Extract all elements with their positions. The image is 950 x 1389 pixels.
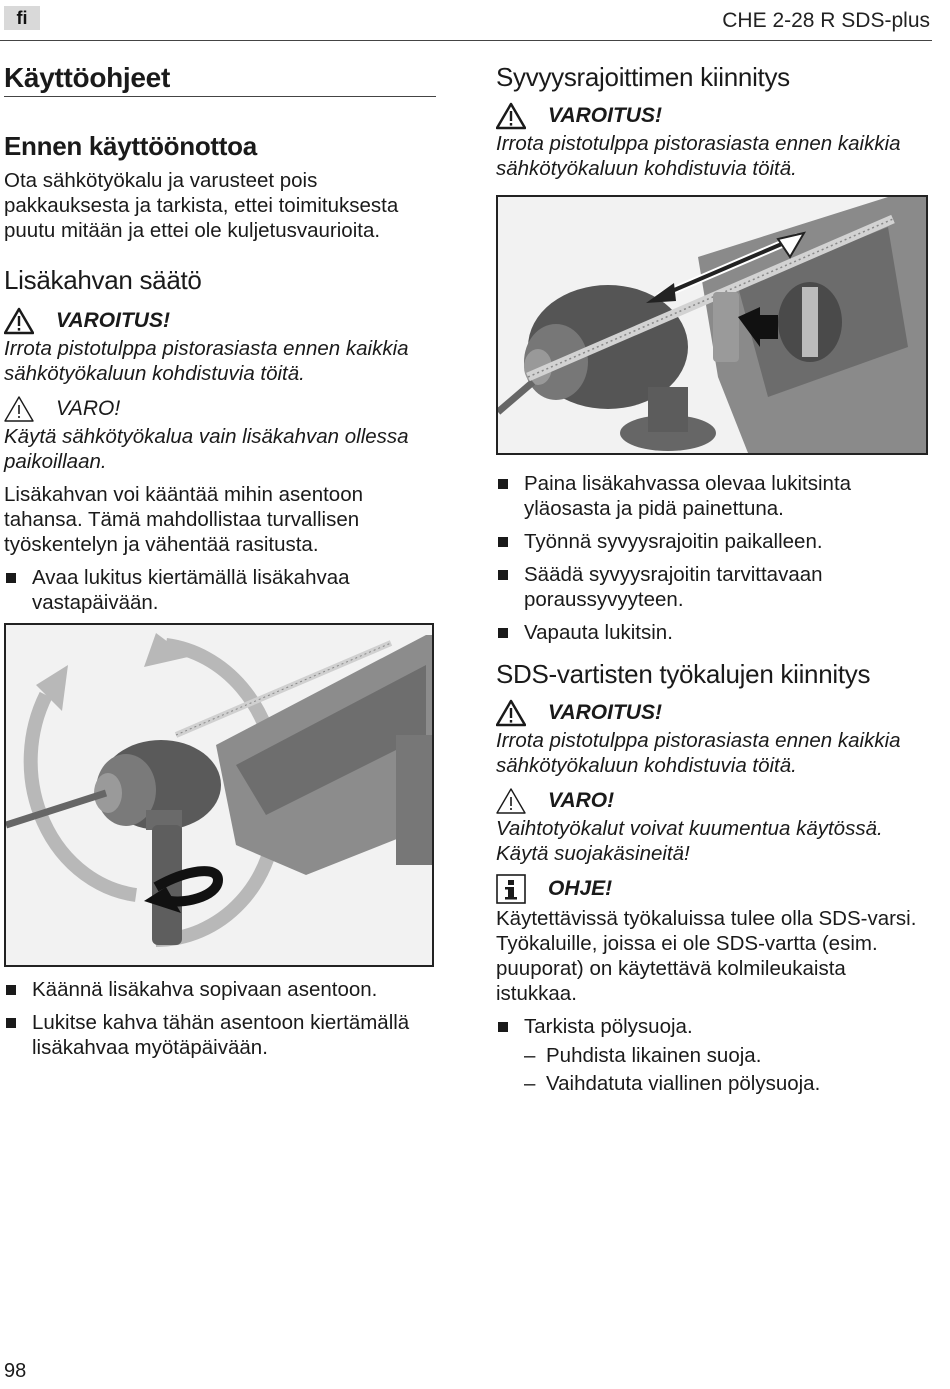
warning-triangle-icon — [496, 102, 526, 130]
list-item: Tarkista pölysuoja. — [496, 1014, 932, 1039]
caution-label: VARO! — [56, 397, 121, 420]
square-bullet-icon — [498, 537, 508, 547]
sds-bullets — [496, 1014, 932, 1039]
warning-label: VAROITUS! — [548, 701, 662, 724]
warning-triangle-icon — [496, 699, 526, 727]
depth-stop-illustration — [498, 197, 926, 453]
sds-warning-heading — [496, 698, 932, 728]
info-icon — [496, 874, 526, 904]
left-column — [4, 60, 436, 1068]
list-item: Paina lisäkahvassa olevaa lukitsinta yläosasta ja pidä painettuna. — [496, 471, 932, 521]
square-bullet-icon — [6, 573, 16, 583]
square-bullet-icon — [498, 479, 508, 489]
list-item: Säädä syvyysrajoitin tarvittavaan poraussyvyyteen. — [496, 562, 932, 612]
list-item: – Puhdista likainen suoja. — [524, 1044, 762, 1067]
language-tag: fi — [4, 6, 40, 30]
list-item: Avaa lukitus kiertämällä lisäkahvaa vastapäivään. — [4, 565, 436, 615]
square-bullet-icon — [498, 570, 508, 580]
caution-triangle-icon — [4, 395, 34, 423]
handle-caution-text: Käytä sähkötyökalua vain lisäkahvan ollessa paikoillaan. — [4, 425, 409, 473]
list-item: – Vaihdatuta viallinen pölysuoja. — [524, 1072, 821, 1095]
caution-label: VARO! — [548, 789, 615, 812]
page-number: 98 — [4, 1360, 27, 1382]
depth-warning-heading — [496, 101, 932, 131]
sds-caution-text: Vaihtotyökalut voivat kuumentua käytössä. Käytä suojakäsineitä! — [496, 817, 883, 865]
header-rule — [0, 40, 932, 41]
sds-dash-list — [496, 1043, 932, 1096]
sds-title: SDS-vartisten työkalujen kiinnitys — [496, 659, 871, 689]
handle-warning-text: Irrota pistotulppa pistorasiasta ennen kaikkia sähkötyökaluun kohdistuvia töitä. — [4, 337, 409, 385]
before-use-text: Ota sähkötyökalu ja varusteet pois pakkauksesta ja tarkista, ettei toimituksesta puutu mitään ja ettei ole kuljetusvaurioita. — [4, 169, 399, 242]
drill-handle-illustration — [6, 625, 432, 965]
list-item: Vapauta lukitsin. — [496, 620, 932, 645]
handle-figure — [4, 623, 434, 967]
warning-triangle-icon — [4, 307, 34, 335]
handle-bullets-top — [4, 565, 436, 615]
document-title: CHE 2-28 R SDS-plus — [722, 9, 930, 32]
depth-stop-title: Syvyysrajoittimen kiinnitys — [496, 62, 790, 92]
main-title: Käyttöohjeet — [4, 62, 436, 97]
sds-warning-text: Irrota pistotulppa pistorasiasta ennen kaikkia sähkötyökaluun kohdistuvia töitä. — [496, 729, 901, 777]
handle-caution-heading — [4, 394, 436, 424]
right-column — [496, 60, 932, 1099]
before-use-title: Ennen käyttöönottoa — [4, 131, 257, 161]
list-item: Lukitse kahva tähän asentoon kiertämällä lisäkahvaa myötäpäivään. — [4, 1010, 436, 1060]
list-item: Työnnä syvyysrajoitin paikalleen. — [496, 529, 932, 554]
handle-warning-heading — [4, 306, 436, 336]
caution-triangle-icon — [496, 787, 526, 815]
handle-text: Lisäkahvan voi kääntää mihin asentoon tahansa. Tämä mahdollistaa turvallisen työskentelyn ja vähentää rasitusta. — [4, 483, 363, 556]
list-item: Käännä lisäkahva sopivaan asentoon. — [4, 977, 436, 1002]
square-bullet-icon — [6, 1018, 16, 1028]
square-bullet-icon — [498, 1022, 508, 1032]
note-label: OHJE! — [548, 877, 613, 900]
sds-note-text: Käytettävissä työkaluissa tulee olla SDS-varsi. Työkaluille, joissa ei ole SDS-vartta (esim. puuporat) on käytettävä kolmileukaista istukkaa. — [496, 907, 917, 1005]
depth-stop-bullets — [496, 471, 932, 645]
sds-caution-heading — [496, 786, 932, 816]
depth-warning-text: Irrota pistotulppa pistorasiasta ennen kaikkia sähkötyökaluun kohdistuvia töitä. — [496, 132, 901, 180]
handle-title: Lisäkahvan säätö — [4, 265, 202, 295]
warning-label: VAROITUS! — [548, 104, 662, 127]
square-bullet-icon — [498, 628, 508, 638]
depth-stop-figure — [496, 195, 928, 455]
warning-label: VAROITUS! — [56, 309, 170, 332]
sds-note-heading — [496, 874, 932, 904]
handle-bullets-bottom — [4, 977, 436, 1060]
square-bullet-icon — [6, 985, 16, 995]
